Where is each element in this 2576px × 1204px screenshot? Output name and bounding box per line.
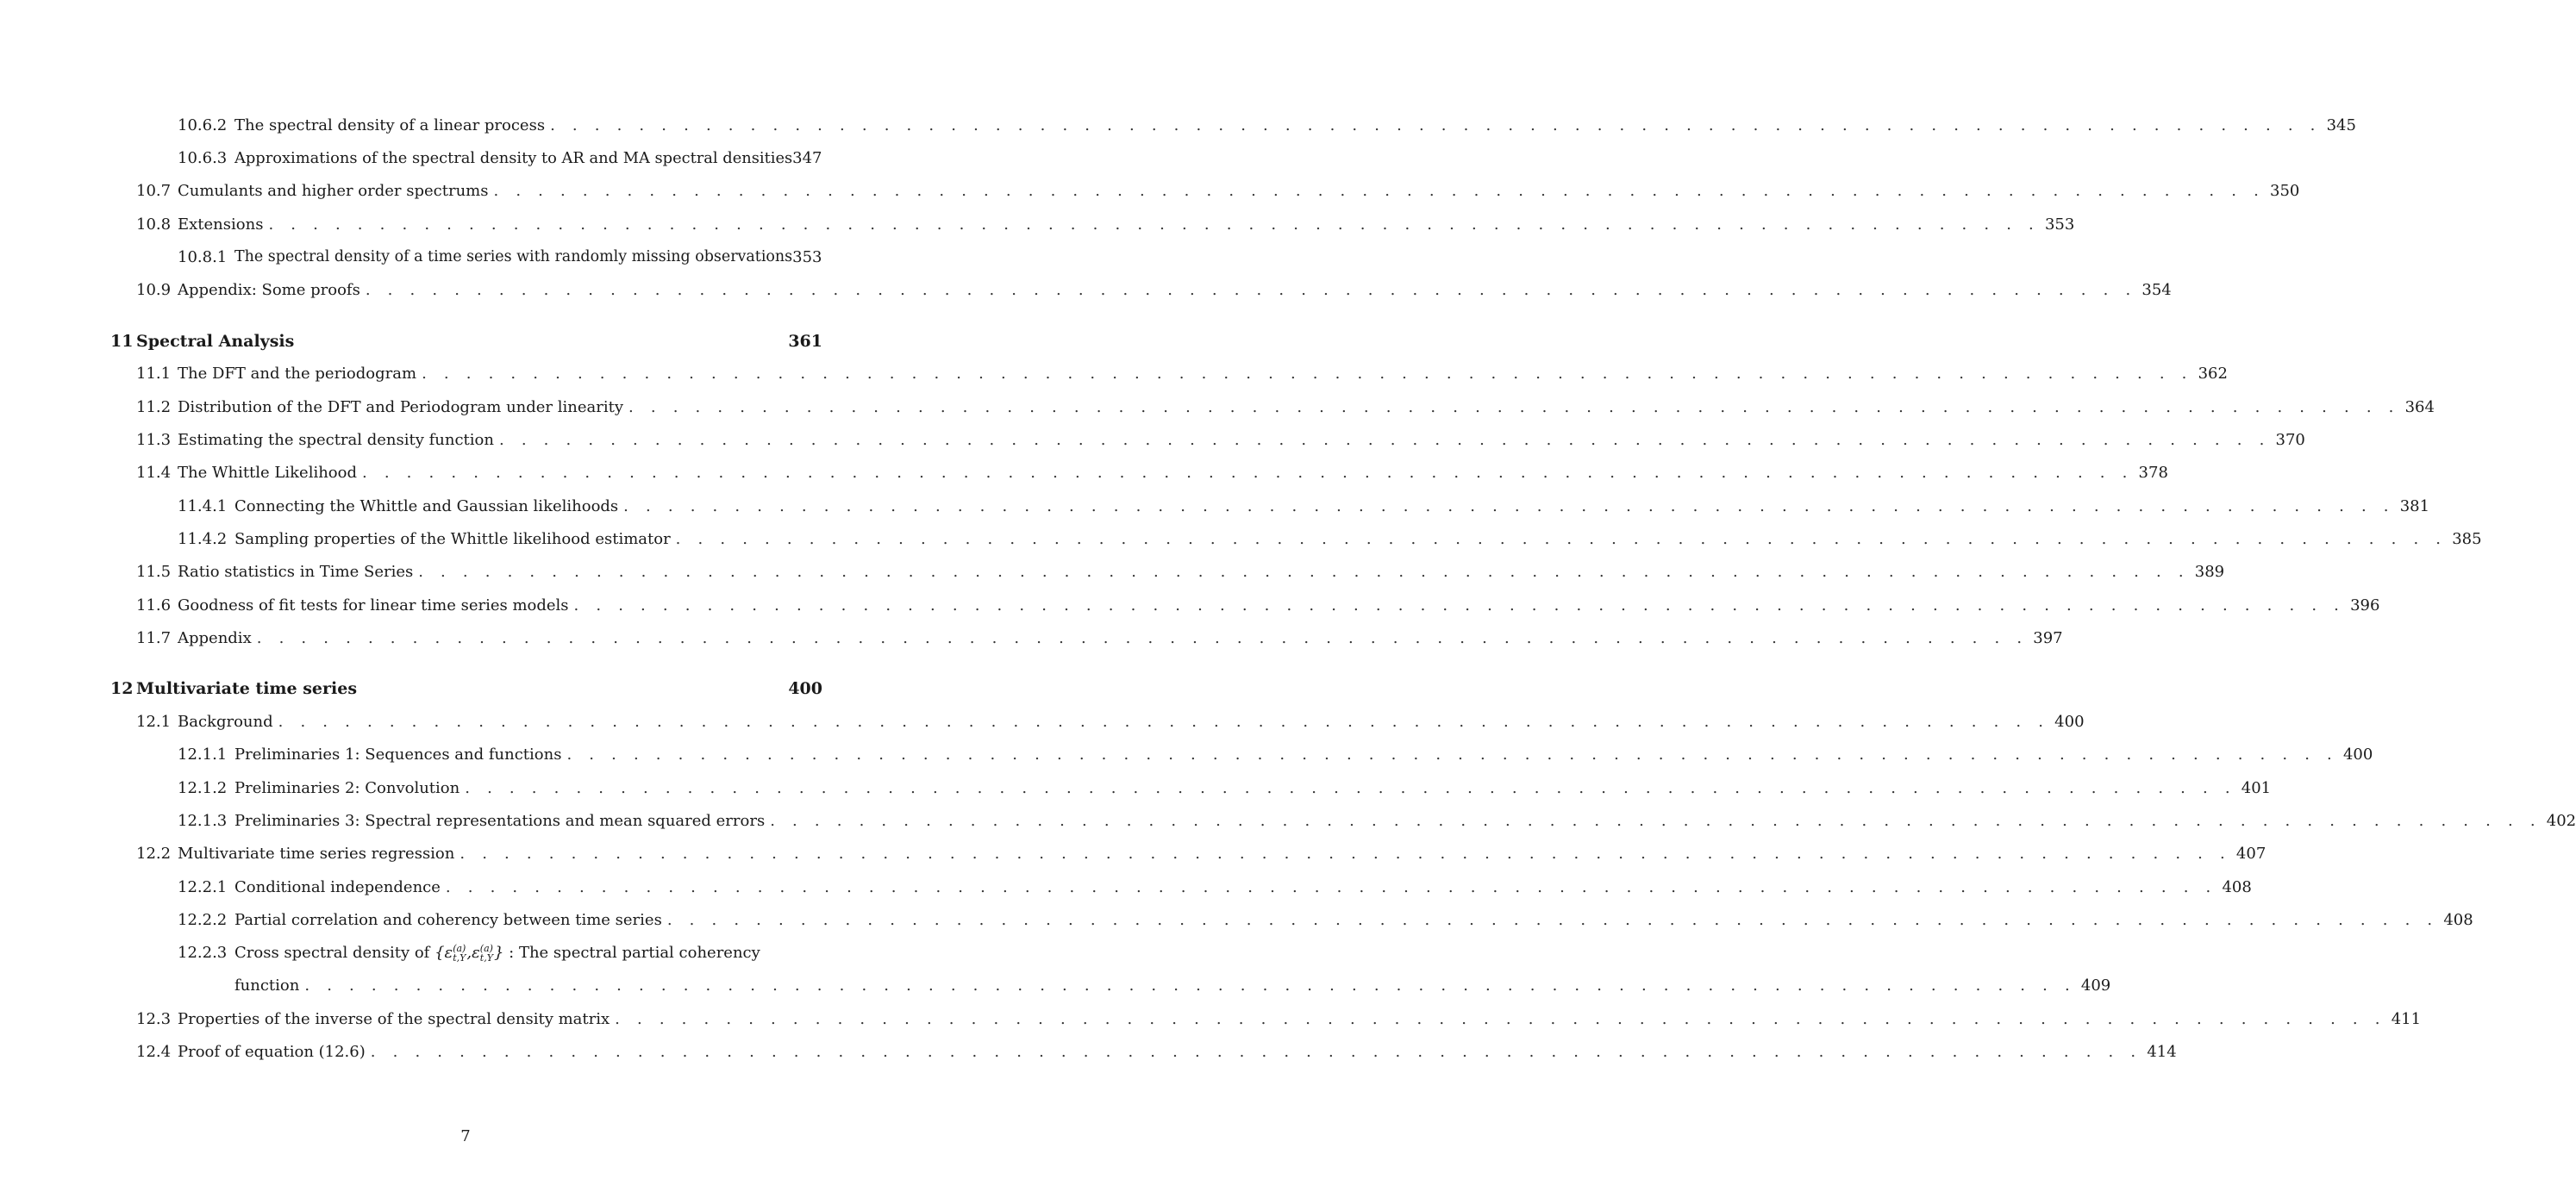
chapter-title: Spectral Analysis — [136, 331, 295, 351]
entry-number: 12.1.2 — [178, 778, 228, 797]
toc-entry-11-4-2[interactable] — [178, 522, 2482, 555]
entry-title: Background — [178, 713, 273, 732]
dot-leader: . . . . . . . . . . . . . . . . . . . . . . . . . . . . . . . . . . . . . . . . . . . . . . . . . . . . . . . . . . . . . . . . . . . . . . . . . . . . . . . . — [493, 182, 2266, 201]
chapter-heading-12[interactable] — [110, 672, 822, 705]
entry-title: Appendix: Some proofs — [178, 281, 360, 300]
math-sub: t,Y — [453, 951, 466, 964]
entry-number: 10.6.2 — [178, 115, 228, 134]
entry-number: 12.1.3 — [178, 811, 228, 830]
chapter-page: 400 — [788, 679, 822, 699]
toc-entry-10-7[interactable] — [136, 175, 2300, 208]
chapter-title: Multivariate time series — [136, 679, 358, 699]
entry-number: 10.9 — [136, 281, 172, 300]
chapter-heading-11[interactable] — [110, 325, 822, 358]
entry-page: 411 — [2391, 1009, 2422, 1028]
entry-title: The spectral density of a linear process — [234, 115, 546, 134]
entry-page: 400 — [2342, 745, 2373, 764]
dot-leader: . . . . . . . . . . . . . . . . . . . . . . . . . . . . . . . . . . . . . . . . . . . . . . . . . . . . . . . . . . . . . . . . . . . . . . . . . . . . . . . . — [418, 563, 2190, 582]
table-of-contents — [110, 109, 2576, 1069]
toc-entry-10-6-2[interactable] — [178, 109, 2356, 141]
chapter-number: 11 — [110, 331, 134, 351]
entry-title: Ratio statistics in Time Series — [178, 563, 414, 582]
dot-leader: . . . . . . . . . . . . . . . . . . . . . . . . . . . . . . . . . . . . . . . . . . . . . . . . . . . . . . . . . . . . . . . . . . . . . . . . . . . . . . . . — [362, 464, 2134, 483]
entry-title: Goodness of fit tests for linear time series models — [178, 596, 569, 614]
toc-entry-11-2[interactable] — [136, 390, 2435, 423]
entry-title: Proof of equation (12.6) — [178, 1043, 366, 1062]
entry-page: 400 — [2054, 713, 2085, 732]
entry-number: 12.4 — [136, 1043, 172, 1062]
toc-group-chapter-12 — [110, 705, 2576, 936]
entry-title: Preliminaries 3: Spectral representations and mean squared errors — [234, 811, 766, 830]
entry-page: 408 — [2443, 910, 2473, 929]
entry-number: 11.4 — [136, 464, 172, 483]
entry-page: 414 — [2147, 1043, 2177, 1062]
entry-title: Multivariate time series regression — [178, 845, 455, 864]
toc-entry-12-3[interactable] — [136, 1002, 2422, 1035]
entry-number: 10.7 — [136, 182, 172, 201]
math-epsilon: ε — [472, 943, 480, 962]
toc-entry-12-1-2[interactable] — [178, 771, 2272, 804]
entry-title: Extensions — [178, 215, 264, 234]
entry-page: 353 — [2044, 215, 2075, 234]
entry-title: Connecting the Whittle and Gaussian likelihoods — [234, 496, 619, 515]
toc-group-chapter-10 — [110, 109, 2356, 307]
entry-title: Appendix — [178, 628, 252, 647]
entry-page: 409 — [2080, 976, 2111, 995]
dot-leader: . . . . . . . . . . . . . . . . . . . . . . . . . . . . . . . . . . . . . . . . . . . . . . . . . . . . . . . . . . . . . . . . . . . . . . . . . . . . . . . . — [498, 431, 2271, 450]
dot-leader: . . . . . . . . . . . . . . . . . . . . . . . . . . . . . . . . . . . . . . . . . . . . . . . . . . . . . . . . . . . . . . . . . . . . . . . . . . . . . . . . — [465, 778, 2236, 797]
entry-title: Properties of the inverse of the spectral density matrix — [178, 1009, 610, 1028]
entry-title: Distribution of the DFT and Periodogram under linearity — [178, 397, 624, 416]
entry-number: 12.2 — [136, 845, 172, 864]
entry-number: 12.3 — [136, 1009, 172, 1028]
entry-title: Cumulants and higher order spectrums — [178, 182, 489, 201]
toc-entry-12-2-2[interactable] — [178, 903, 2473, 936]
dot-leader: . . . . . . . . . . . . . . . . . . . . . . . . . . . . . . . . . . . . . . . . . . . . . . . . . . . . . . . . . . . . . . . . . . . . . . . . . . . . . . . . — [365, 281, 2137, 300]
toc-entry-12-4[interactable] — [136, 1035, 2177, 1068]
toc-entry-12-2-1[interactable] — [178, 870, 2252, 903]
entry-title: The spectral density of a time series with randomly missing observations — [234, 248, 793, 266]
entry-number: 11.7 — [136, 628, 172, 647]
entry-number: 11.1 — [136, 365, 172, 384]
toc-group-chapter-12-end — [110, 1002, 2422, 1069]
entry-title: Conditional independence — [234, 877, 441, 896]
title-end: : The spectral partial coherency — [509, 943, 760, 962]
toc-entry-11-5[interactable] — [136, 556, 2225, 589]
toc-entry-12-2[interactable] — [136, 838, 2267, 870]
entry-page: 401 — [2241, 778, 2272, 797]
entry-page: 353 — [792, 247, 822, 266]
toc-entry-10-8[interactable] — [136, 208, 2075, 240]
toc-group-chapter-11 — [110, 358, 2482, 655]
toc-entry-10-6-3[interactable] — [178, 141, 822, 174]
math-close-brace: } — [493, 943, 504, 962]
dot-leader: . . . . . . . . . . . . . . . . . . . . . . . . . . . . . . . . . . . . . . . . . . . . . . . . . . . . . . . . . . . . . . . . . . . . . . . . . . . . . . . . — [370, 1043, 2142, 1062]
entry-title: Sampling properties of the Whittle likelihood estimator — [234, 529, 671, 548]
entry-title: Estimating the spectral density function — [178, 431, 494, 450]
entry-page: 385 — [2452, 529, 2482, 548]
dot-leader: . . . . . . . . . . . . . . . . . . . . . . . . . . . . . . . . . . . . . . . . . . . . . . . . . . . . . . . . . . . . . . . . . . . . . . . . . . . . . . . . — [770, 811, 2542, 830]
title-start: Cross spectral density of — [234, 943, 430, 962]
entry-title: Preliminaries 1: Sequences and functions — [234, 745, 562, 764]
toc-entry-11-6[interactable] — [136, 589, 2380, 621]
entry-title-continuation: function — [234, 976, 300, 995]
entry-number: 11.5 — [136, 563, 172, 582]
toc-entry-11-4-1[interactable] — [178, 490, 2430, 522]
entry-number: 11.6 — [136, 596, 172, 614]
toc-entry-11-4[interactable] — [136, 457, 2168, 490]
dot-leader: . . . . . . . . . . . . . . . . . . . . . . . . . . . . . . . . . . . . . . . . . . . . . . . . . . . . . . . . . . . . . . . . . . . . . . . . . . . . . . . . — [550, 115, 2322, 134]
math-expression — [435, 944, 509, 962]
entry-title — [234, 944, 760, 963]
toc-entry-12-1-1[interactable] — [178, 739, 2373, 771]
math-sup: (a) — [479, 942, 493, 954]
toc-entry-12-1-3[interactable] — [178, 804, 2576, 837]
dot-leader: . . . . . . . . . . . . . . . . . . . . . . . . . . . . . . . . . . . . . . . . . . . . . . . . . . . . . . . . . . . . . . . . . . . . . . . . . . . . . . . . — [628, 397, 2400, 416]
entry-number: 11.4.2 — [178, 529, 228, 548]
entry-page: 347 — [792, 148, 822, 167]
toc-entry-10-8-1[interactable] — [178, 240, 822, 273]
entry-page: 407 — [2235, 845, 2267, 864]
dot-leader: . . . . . . . . . . . . . . . . . . . . . . . . . . . . . . . . . . . . . . . . . . . . . . . . . . . . . . . . . . . . . . . . . . . . . . . . . . . . . . . . — [666, 910, 2439, 929]
entry-page: 396 — [2350, 596, 2380, 614]
entry-number: 12.2.3 — [178, 944, 228, 963]
toc-entry-11-1[interactable] — [136, 358, 2228, 390]
entry-title: The Whittle Likelihood — [178, 464, 357, 483]
math-open-brace: { — [435, 943, 445, 962]
entry-number: 11.4.1 — [178, 496, 228, 515]
math-comma: , — [466, 943, 472, 962]
toc-entry-12-1[interactable] — [136, 705, 2085, 738]
dot-leader: . . . . . . . . . . . . . . . . . . . . . . . . . . . . . . . . . . . . . . . . . . . . . . . . . . . . . . . . . . . . . . . . . . . . . . . . . . . . . . . . — [304, 976, 2076, 995]
page-number-footer: 7 — [460, 1127, 471, 1145]
math-epsilon: ε — [444, 943, 453, 962]
entry-page: 381 — [2399, 496, 2430, 515]
math-sub: t,Y — [479, 951, 493, 964]
entry-number: 12.1 — [136, 713, 172, 732]
dot-leader: . . . . . . . . . . . . . . . . . . . . . . . . . . . . . . . . . . . . . . . . . . . . . . . . . . . . . . . . . . . . . . . . . . . . . . . . . . . . . . . . — [566, 745, 2338, 764]
dot-leader: . . . . . . . . . . . . . . . . . . . . . . . . . . . . . . . . . . . . . . . . . . . . . . . . . . . . . . . . . . . . . . . . . . . . . . . . . . . . . . . . — [445, 877, 2217, 896]
entry-page: 364 — [2404, 397, 2435, 416]
toc-entry-10-9[interactable] — [136, 273, 2172, 306]
dot-leader: . . . . . . . . . . . . . . . . . . . . . . . . . . . . . . . . . . . . . . . . . . . . . . . . . . . . . . . . . . . . . . . . . . . . . . . . . . . . . . . . — [422, 365, 2193, 384]
entry-page: 408 — [2222, 877, 2252, 896]
math-sup: (a) — [453, 942, 466, 954]
entry-page: 370 — [2275, 431, 2305, 450]
entry-page: 345 — [2326, 115, 2356, 134]
toc-entry-12-2-3-continuation[interactable] — [234, 970, 2111, 1002]
entry-title: Approximations of the spectral density to AR and MA spectral densities — [234, 148, 793, 167]
entry-number: 10.8 — [136, 215, 172, 234]
chapter-number: 12 — [110, 679, 134, 699]
entry-page: 350 — [2270, 182, 2300, 201]
entry-number: 12.2.1 — [178, 877, 228, 896]
dot-leader: . . . . . . . . . . . . . . . . . . . . . . . . . . . . . . . . . . . . . . . . . . . . . . . . . . . . . . . . . . . . . . . . . . . . . . . . . . . . . . . . — [256, 628, 2029, 647]
toc-entry-12-2-3[interactable] — [178, 937, 822, 970]
entry-number: 11.2 — [136, 397, 172, 416]
entry-page: 354 — [2141, 281, 2172, 300]
dot-leader: . . . . . . . . . . . . . . . . . . . . . . . . . . . . . . . . . . . . . . . . . . . . . . . . . . . . . . . . . . . . . . . . . . . . . . . . . . . . . . . . — [460, 845, 2231, 864]
math-supsub — [480, 944, 493, 963]
entry-title: Partial correlation and coherency between time series — [234, 910, 662, 929]
entry-page: 362 — [2198, 365, 2228, 384]
entry-number: 10.8.1 — [178, 247, 228, 266]
dot-leader: . . . . . . . . . . . . . . . . . . . . . . . . . . . . . . . . . . . . . . . . . . . . . . . . . . . . . . . . . . . . . . . . . . . . . . . . . . . . . . . . — [278, 713, 2050, 732]
dot-leader: . . . . . . . . . . . . . . . . . . . . . . . . . . . . . . . . . . . . . . . . . . . . . . . . . . . . . . . . . . . . . . . . . . . . . . . . . . . . . . . . — [615, 1009, 2386, 1028]
entry-page: 402 — [2546, 811, 2576, 830]
entry-page: 389 — [2194, 563, 2225, 582]
dot-leader: . . . . . . . . . . . . . . . . . . . . . . . . . . . . . . . . . . . . . . . . . . . . . . . . . . . . . . . . . . . . . . . . . . . . . . . . . . . . . . . . — [675, 529, 2448, 548]
entry-number: 10.6.3 — [178, 148, 228, 167]
dot-leader: . . . . . . . . . . . . . . . . . . . . . . . . . . . . . . . . . . . . . . . . . . . . . . . . . . . . . . . . . . . . . . . . . . . . . . . . . . . . . . . . — [268, 215, 2040, 234]
entry-page: 397 — [2033, 628, 2063, 647]
entry-title: The DFT and the periodogram — [178, 365, 417, 384]
toc-entry-11-7[interactable] — [136, 621, 2063, 654]
entry-number: 11.3 — [136, 431, 172, 450]
entry-number: 12.1.1 — [178, 745, 228, 764]
toc-entry-11-3[interactable] — [136, 423, 2305, 456]
chapter-page: 361 — [788, 331, 822, 351]
entry-number: 12.2.2 — [178, 910, 228, 929]
entry-page: 378 — [2138, 464, 2168, 483]
math-supsub — [453, 944, 466, 963]
entry-title: Preliminaries 2: Convolution — [234, 778, 460, 797]
dot-leader: . . . . . . . . . . . . . . . . . . . . . . . . . . . . . . . . . . . . . . . . . . . . . . . . . . . . . . . . . . . . . . . . . . . . . . . . . . . . . . . . — [623, 496, 2395, 515]
dot-leader: . . . . . . . . . . . . . . . . . . . . . . . . . . . . . . . . . . . . . . . . . . . . . . . . . . . . . . . . . . . . . . . . . . . . . . . . . . . . . . . . — [573, 596, 2346, 614]
